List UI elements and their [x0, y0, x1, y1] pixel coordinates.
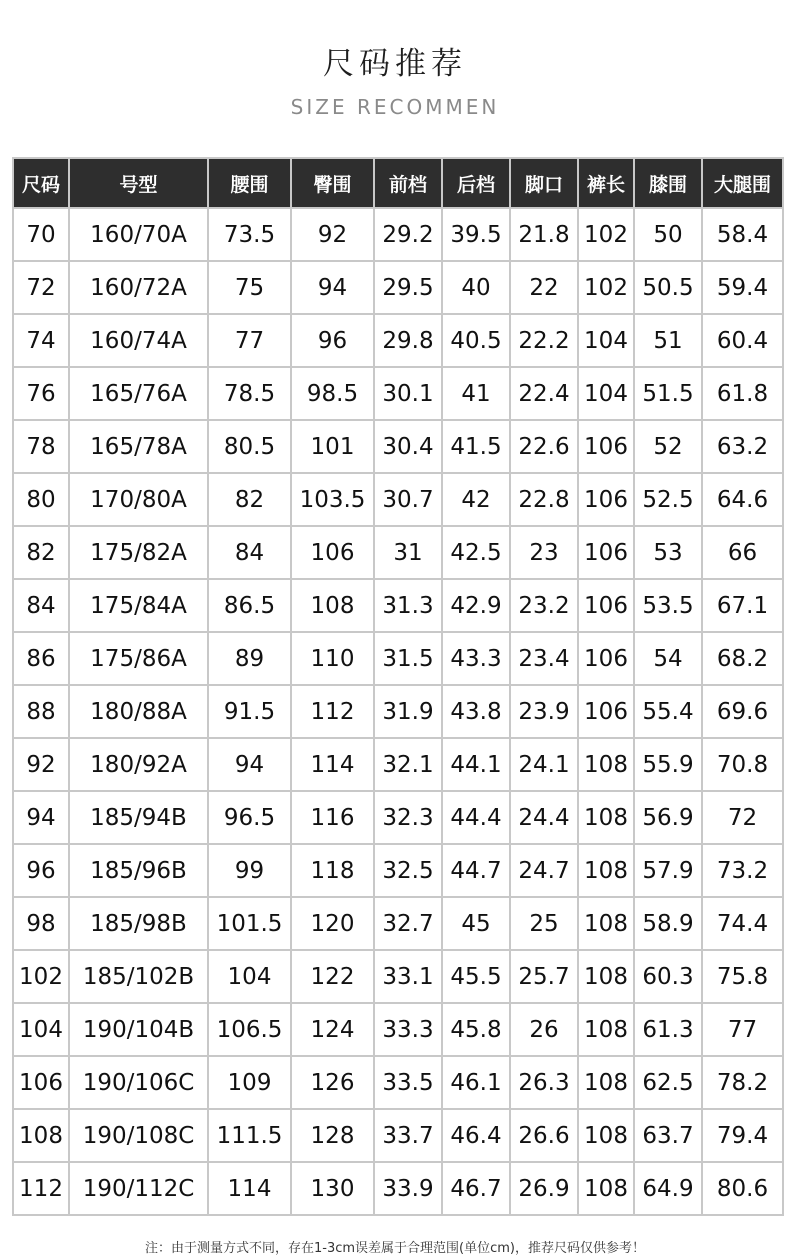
- table-row: [13, 367, 783, 420]
- table-cell: 108: [578, 950, 634, 1003]
- table-cell: 63.2: [702, 420, 783, 473]
- table-cell: 51: [634, 314, 702, 367]
- table-cell: 108: [578, 1109, 634, 1162]
- table-cell: 66: [702, 526, 783, 579]
- table-cell: 185/94B: [69, 791, 208, 844]
- table-cell: 23.2: [510, 579, 578, 632]
- table-cell: 78.2: [702, 1056, 783, 1109]
- table-cell: 50: [634, 208, 702, 261]
- table-cell: 92: [291, 208, 374, 261]
- table-cell: 59.4: [702, 261, 783, 314]
- table-cell: 165/78A: [69, 420, 208, 473]
- table-row: [13, 208, 783, 261]
- table-cell: 46.1: [442, 1056, 510, 1109]
- page-subtitle: SIZE RECOMMEN: [290, 95, 500, 119]
- table-cell: 32.1: [374, 738, 442, 791]
- column-header: 裤长: [578, 158, 634, 208]
- table-cell: 31: [374, 526, 442, 579]
- table-cell: 110: [291, 632, 374, 685]
- table-cell: 101: [291, 420, 374, 473]
- column-header: 尺码: [13, 158, 69, 208]
- table-cell: 33.9: [374, 1162, 442, 1215]
- table-cell: 98.5: [291, 367, 374, 420]
- table-cell: 45: [442, 897, 510, 950]
- table-cell: 31.3: [374, 579, 442, 632]
- table-cell: 185/98B: [69, 897, 208, 950]
- table-cell: 96: [291, 314, 374, 367]
- table-cell: 160/74A: [69, 314, 208, 367]
- table-cell: 30.1: [374, 367, 442, 420]
- table-cell: 26.9: [510, 1162, 578, 1215]
- table-cell: 24.1: [510, 738, 578, 791]
- table-cell: 25: [510, 897, 578, 950]
- table-cell: 122: [291, 950, 374, 1003]
- table-row: [13, 1162, 783, 1215]
- table-cell: 40.5: [442, 314, 510, 367]
- table-cell: 56.9: [634, 791, 702, 844]
- table-cell: 41.5: [442, 420, 510, 473]
- table-cell: 39.5: [442, 208, 510, 261]
- table-cell: 96: [13, 844, 69, 897]
- table-cell: 50.5: [634, 261, 702, 314]
- table-cell: 128: [291, 1109, 374, 1162]
- table-cell: 72: [13, 261, 69, 314]
- table-cell: 94: [208, 738, 291, 791]
- table-cell: 175/86A: [69, 632, 208, 685]
- table-row: [13, 473, 783, 526]
- table-cell: 106: [13, 1056, 69, 1109]
- table-cell: 190/112C: [69, 1162, 208, 1215]
- footnote: 注：由于测量方式不同，存在1-3cm误差属于合理范围(单位cm)，推荐尺码仅供参考！: [145, 1241, 645, 1256]
- table-cell: 102: [13, 950, 69, 1003]
- table-cell: 24.7: [510, 844, 578, 897]
- table-cell: 64.9: [634, 1162, 702, 1215]
- table-cell: 185/102B: [69, 950, 208, 1003]
- table-cell: 91.5: [208, 685, 291, 738]
- table-cell: 42.5: [442, 526, 510, 579]
- table-cell: 63.7: [634, 1109, 702, 1162]
- table-cell: 86.5: [208, 579, 291, 632]
- table-cell: 80.5: [208, 420, 291, 473]
- table-cell: 108: [13, 1109, 69, 1162]
- table-cell: 111.5: [208, 1109, 291, 1162]
- table-cell: 58.4: [702, 208, 783, 261]
- table-cell: 78.5: [208, 367, 291, 420]
- table-cell: 33.7: [374, 1109, 442, 1162]
- table-cell: 82: [13, 526, 69, 579]
- column-header: 膝围: [634, 158, 702, 208]
- table-cell: 61.3: [634, 1003, 702, 1056]
- table-cell: 45.5: [442, 950, 510, 1003]
- table-row: [13, 738, 783, 791]
- table-cell: 21.8: [510, 208, 578, 261]
- table-cell: 43.3: [442, 632, 510, 685]
- table-cell: 52.5: [634, 473, 702, 526]
- table-cell: 106: [578, 420, 634, 473]
- table-cell: 22.4: [510, 367, 578, 420]
- table-cell: 33.1: [374, 950, 442, 1003]
- table-cell: 22: [510, 261, 578, 314]
- table-cell: 102: [578, 261, 634, 314]
- table-row: [13, 791, 783, 844]
- table-cell: 73.2: [702, 844, 783, 897]
- table-cell: 57.9: [634, 844, 702, 897]
- table-cell: 94: [13, 791, 69, 844]
- table-cell: 23.9: [510, 685, 578, 738]
- table-row: [13, 1056, 783, 1109]
- table-cell: 53: [634, 526, 702, 579]
- table-cell: 44.7: [442, 844, 510, 897]
- table-cell: 190/108C: [69, 1109, 208, 1162]
- table-row: [13, 526, 783, 579]
- table-cell: 98: [13, 897, 69, 950]
- table-cell: 23.4: [510, 632, 578, 685]
- table-cell: 106: [578, 526, 634, 579]
- table-cell: 99: [208, 844, 291, 897]
- table-row: [13, 1109, 783, 1162]
- table-cell: 104: [13, 1003, 69, 1056]
- table-cell: 29.8: [374, 314, 442, 367]
- table-cell: 67.1: [702, 579, 783, 632]
- table-cell: 190/104B: [69, 1003, 208, 1056]
- table-cell: 160/70A: [69, 208, 208, 261]
- table-cell: 32.7: [374, 897, 442, 950]
- table-body: [13, 208, 783, 1215]
- table-cell: 112: [13, 1162, 69, 1215]
- table-cell: 77: [702, 1003, 783, 1056]
- table-cell: 106: [578, 685, 634, 738]
- table-cell: 68.2: [702, 632, 783, 685]
- table-cell: 108: [578, 1162, 634, 1215]
- table-cell: 78: [13, 420, 69, 473]
- table-cell: 106: [291, 526, 374, 579]
- table-cell: 114: [291, 738, 374, 791]
- table-cell: 31.9: [374, 685, 442, 738]
- table-cell: 79.4: [702, 1109, 783, 1162]
- table-cell: 64.6: [702, 473, 783, 526]
- table-cell: 124: [291, 1003, 374, 1056]
- column-header: 号型: [69, 158, 208, 208]
- table-cell: 72: [702, 791, 783, 844]
- table-cell: 108: [578, 1056, 634, 1109]
- table-cell: 106: [578, 632, 634, 685]
- table-row: [13, 314, 783, 367]
- table-cell: 60.4: [702, 314, 783, 367]
- table-cell: 33.3: [374, 1003, 442, 1056]
- table-cell: 43.8: [442, 685, 510, 738]
- table-cell: 40: [442, 261, 510, 314]
- table-cell: 104: [208, 950, 291, 1003]
- table-cell: 23: [510, 526, 578, 579]
- table-cell: 42: [442, 473, 510, 526]
- table-cell: 84: [13, 579, 69, 632]
- table-cell: 102: [578, 208, 634, 261]
- column-header: 前档: [374, 158, 442, 208]
- table-cell: 165/76A: [69, 367, 208, 420]
- table-cell: 74.4: [702, 897, 783, 950]
- table-cell: 46.7: [442, 1162, 510, 1215]
- table-cell: 22.2: [510, 314, 578, 367]
- table-header-row: [13, 158, 783, 208]
- table-cell: 29.2: [374, 208, 442, 261]
- table-cell: 116: [291, 791, 374, 844]
- table-cell: 58.9: [634, 897, 702, 950]
- table-row: [13, 579, 783, 632]
- table-cell: 126: [291, 1056, 374, 1109]
- table-cell: 80.6: [702, 1162, 783, 1215]
- table-cell: 52: [634, 420, 702, 473]
- table-cell: 32.3: [374, 791, 442, 844]
- table-cell: 108: [578, 791, 634, 844]
- table-cell: 55.9: [634, 738, 702, 791]
- table-cell: 101.5: [208, 897, 291, 950]
- table-cell: 88: [13, 685, 69, 738]
- table-row: [13, 950, 783, 1003]
- table-cell: 92: [13, 738, 69, 791]
- table-cell: 175/82A: [69, 526, 208, 579]
- table-cell: 106: [578, 579, 634, 632]
- table-cell: 170/80A: [69, 473, 208, 526]
- table-cell: 114: [208, 1162, 291, 1215]
- table-cell: 70.8: [702, 738, 783, 791]
- table-row: [13, 897, 783, 950]
- table-cell: 41: [442, 367, 510, 420]
- column-header: 腰围: [208, 158, 291, 208]
- table-cell: 62.5: [634, 1056, 702, 1109]
- table-cell: 24.4: [510, 791, 578, 844]
- table-cell: 175/84A: [69, 579, 208, 632]
- table-cell: 84: [208, 526, 291, 579]
- table-cell: 73.5: [208, 208, 291, 261]
- table-cell: 26: [510, 1003, 578, 1056]
- table-cell: 70: [13, 208, 69, 261]
- table-cell: 51.5: [634, 367, 702, 420]
- table-cell: 118: [291, 844, 374, 897]
- size-table: [12, 157, 784, 1216]
- table-row: [13, 1003, 783, 1056]
- table-cell: 22.8: [510, 473, 578, 526]
- column-header: 脚口: [510, 158, 578, 208]
- table-cell: 42.9: [442, 579, 510, 632]
- table-row: [13, 685, 783, 738]
- table-cell: 112: [291, 685, 374, 738]
- table-cell: 108: [578, 1003, 634, 1056]
- table-cell: 94: [291, 261, 374, 314]
- table-cell: 180/88A: [69, 685, 208, 738]
- table-cell: 30.7: [374, 473, 442, 526]
- table-cell: 75: [208, 261, 291, 314]
- table-cell: 109: [208, 1056, 291, 1109]
- table-cell: 32.5: [374, 844, 442, 897]
- table-cell: 77: [208, 314, 291, 367]
- table-row: [13, 844, 783, 897]
- table-cell: 44.4: [442, 791, 510, 844]
- table-cell: 108: [291, 579, 374, 632]
- table-cell: 103.5: [291, 473, 374, 526]
- column-header: 大腿围: [702, 158, 783, 208]
- table-cell: 26.6: [510, 1109, 578, 1162]
- table-cell: 106: [578, 473, 634, 526]
- table-cell: 96.5: [208, 791, 291, 844]
- table-cell: 130: [291, 1162, 374, 1215]
- table-cell: 31.5: [374, 632, 442, 685]
- table-cell: 22.6: [510, 420, 578, 473]
- table-cell: 46.4: [442, 1109, 510, 1162]
- table-cell: 61.8: [702, 367, 783, 420]
- table-row: [13, 632, 783, 685]
- table-cell: 30.4: [374, 420, 442, 473]
- column-header: 后档: [442, 158, 510, 208]
- table-cell: 69.6: [702, 685, 783, 738]
- table-cell: 104: [578, 367, 634, 420]
- table-cell: 82: [208, 473, 291, 526]
- table-cell: 104: [578, 314, 634, 367]
- table-cell: 55.4: [634, 685, 702, 738]
- table-cell: 108: [578, 844, 634, 897]
- table-cell: 89: [208, 632, 291, 685]
- table-cell: 86: [13, 632, 69, 685]
- table-cell: 60.3: [634, 950, 702, 1003]
- column-header: 臀围: [291, 158, 374, 208]
- table-cell: 108: [578, 897, 634, 950]
- table-cell: 44.1: [442, 738, 510, 791]
- table-cell: 106.5: [208, 1003, 291, 1056]
- table-cell: 45.8: [442, 1003, 510, 1056]
- table-cell: 54: [634, 632, 702, 685]
- table-cell: 190/106C: [69, 1056, 208, 1109]
- table-cell: 120: [291, 897, 374, 950]
- table-row: [13, 261, 783, 314]
- table-cell: 25.7: [510, 950, 578, 1003]
- page-title: 尺码推荐: [323, 46, 467, 82]
- table-cell: 33.5: [374, 1056, 442, 1109]
- table-cell: 76: [13, 367, 69, 420]
- table-cell: 74: [13, 314, 69, 367]
- table-row: [13, 420, 783, 473]
- table-cell: 180/92A: [69, 738, 208, 791]
- table-cell: 75.8: [702, 950, 783, 1003]
- table-cell: 160/72A: [69, 261, 208, 314]
- table-cell: 29.5: [374, 261, 442, 314]
- table-cell: 80: [13, 473, 69, 526]
- table-cell: 26.3: [510, 1056, 578, 1109]
- table-cell: 108: [578, 738, 634, 791]
- table-cell: 185/96B: [69, 844, 208, 897]
- table-cell: 53.5: [634, 579, 702, 632]
